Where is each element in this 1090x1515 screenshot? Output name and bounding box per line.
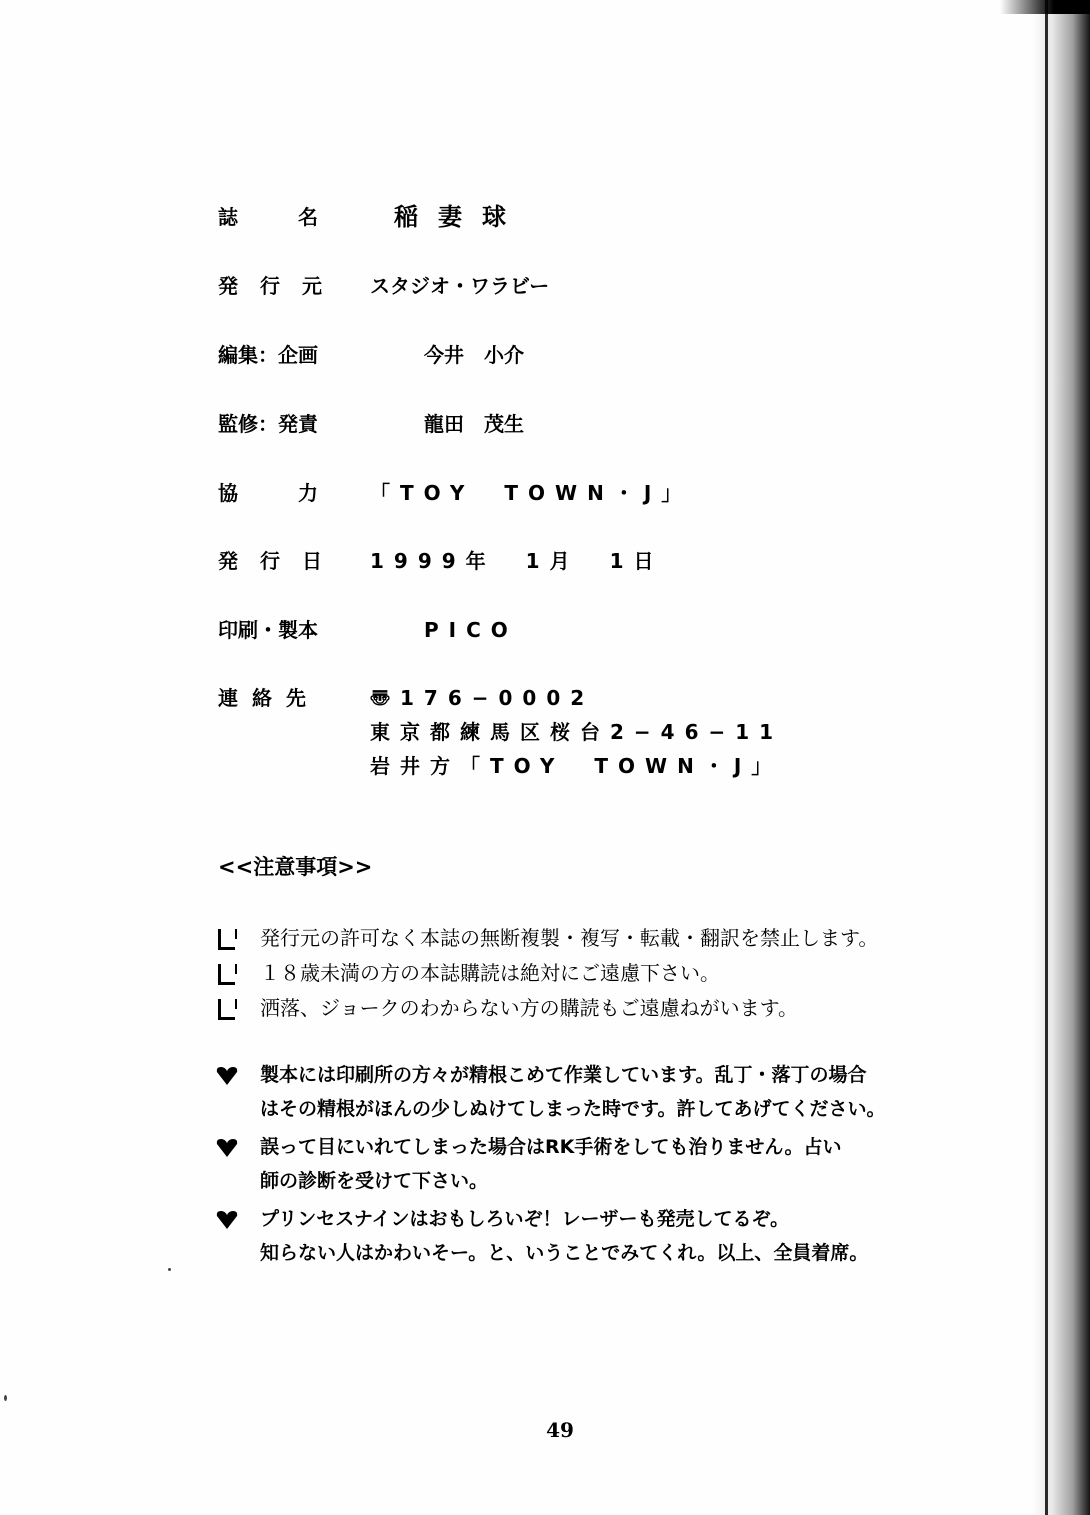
remark-line: 知らない人はかわいそー。と、いうことでみてくれ。以上、全員着席。 [260, 1242, 869, 1264]
colophon-value-title: 稲妻球 [394, 203, 526, 231]
remark-item [214, 1202, 994, 1270]
colophon-value-supervisor: 龍田 茂生 [424, 412, 524, 436]
remark-list [214, 1058, 994, 1274]
notice-text: １８歳未満の方の本誌購読は絶対にご遠慮下さい。 [260, 961, 720, 985]
colophon-label-publisher: 発行元 [218, 274, 344, 298]
notice-list [216, 921, 956, 1026]
notes-heading: <<注意事項>> [218, 855, 373, 879]
colophon-value-editor: 今井 小介 [424, 343, 524, 367]
notice-item [216, 991, 956, 1026]
bullet-mark-icon [218, 929, 235, 950]
remark-line: 誤って目にいれてしまった場合はRK手術をしても治りません。占い [260, 1136, 842, 1158]
bullet-mark-icon [218, 964, 235, 985]
remark-text [214, 1202, 994, 1270]
notice-item [216, 921, 956, 956]
colophon-value-publisher: スタジオ・ワラビー [370, 274, 550, 298]
colophon-label-issue-date: 発行日 [218, 549, 344, 573]
notice-text: 洒落、ジョークのわからない方の購読もご遠慮ねがいます。 [260, 996, 798, 1020]
colophon-label-supervisor: 監修：発責 [218, 412, 318, 436]
colophon-label-title: 誌名 [218, 205, 378, 229]
colophon-label-contact: 連絡先 [218, 686, 320, 710]
remark-line: プリンセスナインはおもしろいぞ！レーザーも発売してるぞ。 [260, 1208, 790, 1230]
colophon-label-printing: 印刷・製本 [218, 618, 318, 642]
remark-line: 師の診断を受けて下さい。 [260, 1170, 489, 1192]
colophon-value-contact [370, 681, 783, 783]
scan-corner-shadow [1000, 0, 1090, 14]
bullet-mark-icon [218, 999, 235, 1020]
heart-icon [216, 1066, 238, 1086]
remark-text [214, 1058, 994, 1126]
binding-shadow [1032, 0, 1090, 1515]
remark-item [214, 1058, 994, 1126]
contact-address: 東京都練馬区桜台2−46−11 [370, 720, 784, 744]
binding-line [1045, 0, 1048, 1515]
remark-line: はその精根がほんの少しぬけてしまった時です。許してあげてください。 [260, 1098, 886, 1120]
colophon-label-editor: 編集：企画 [218, 343, 318, 367]
scan-speck [168, 1268, 171, 1271]
scan-speck [4, 1395, 7, 1401]
contact-care-of: 岩井方「TOY TOWN・J」 [370, 754, 782, 778]
remark-text [214, 1130, 994, 1198]
colophon-label-cooperation: 協力 [218, 481, 378, 505]
remark-item [214, 1130, 994, 1198]
heart-icon [216, 1138, 238, 1158]
page-number: 49 [546, 1418, 574, 1442]
colophon-value-printing: PICO [424, 618, 518, 642]
colophon-value-cooperation: 「TOY TOWN・J」 [370, 481, 692, 505]
heart-icon [216, 1210, 238, 1230]
notice-text: 発行元の許可なく本誌の無断複製・複写・転載・翻訳を禁止します。 [260, 926, 879, 950]
contact-postal-code: 〠176−0002 [370, 686, 595, 710]
colophon-value-issue-date: 1999年 1月 1日 [370, 549, 664, 573]
remark-line: 製本には印刷所の方々が精根こめて作業しています。乱丁・落丁の場合 [260, 1064, 867, 1086]
notice-item [216, 956, 956, 991]
